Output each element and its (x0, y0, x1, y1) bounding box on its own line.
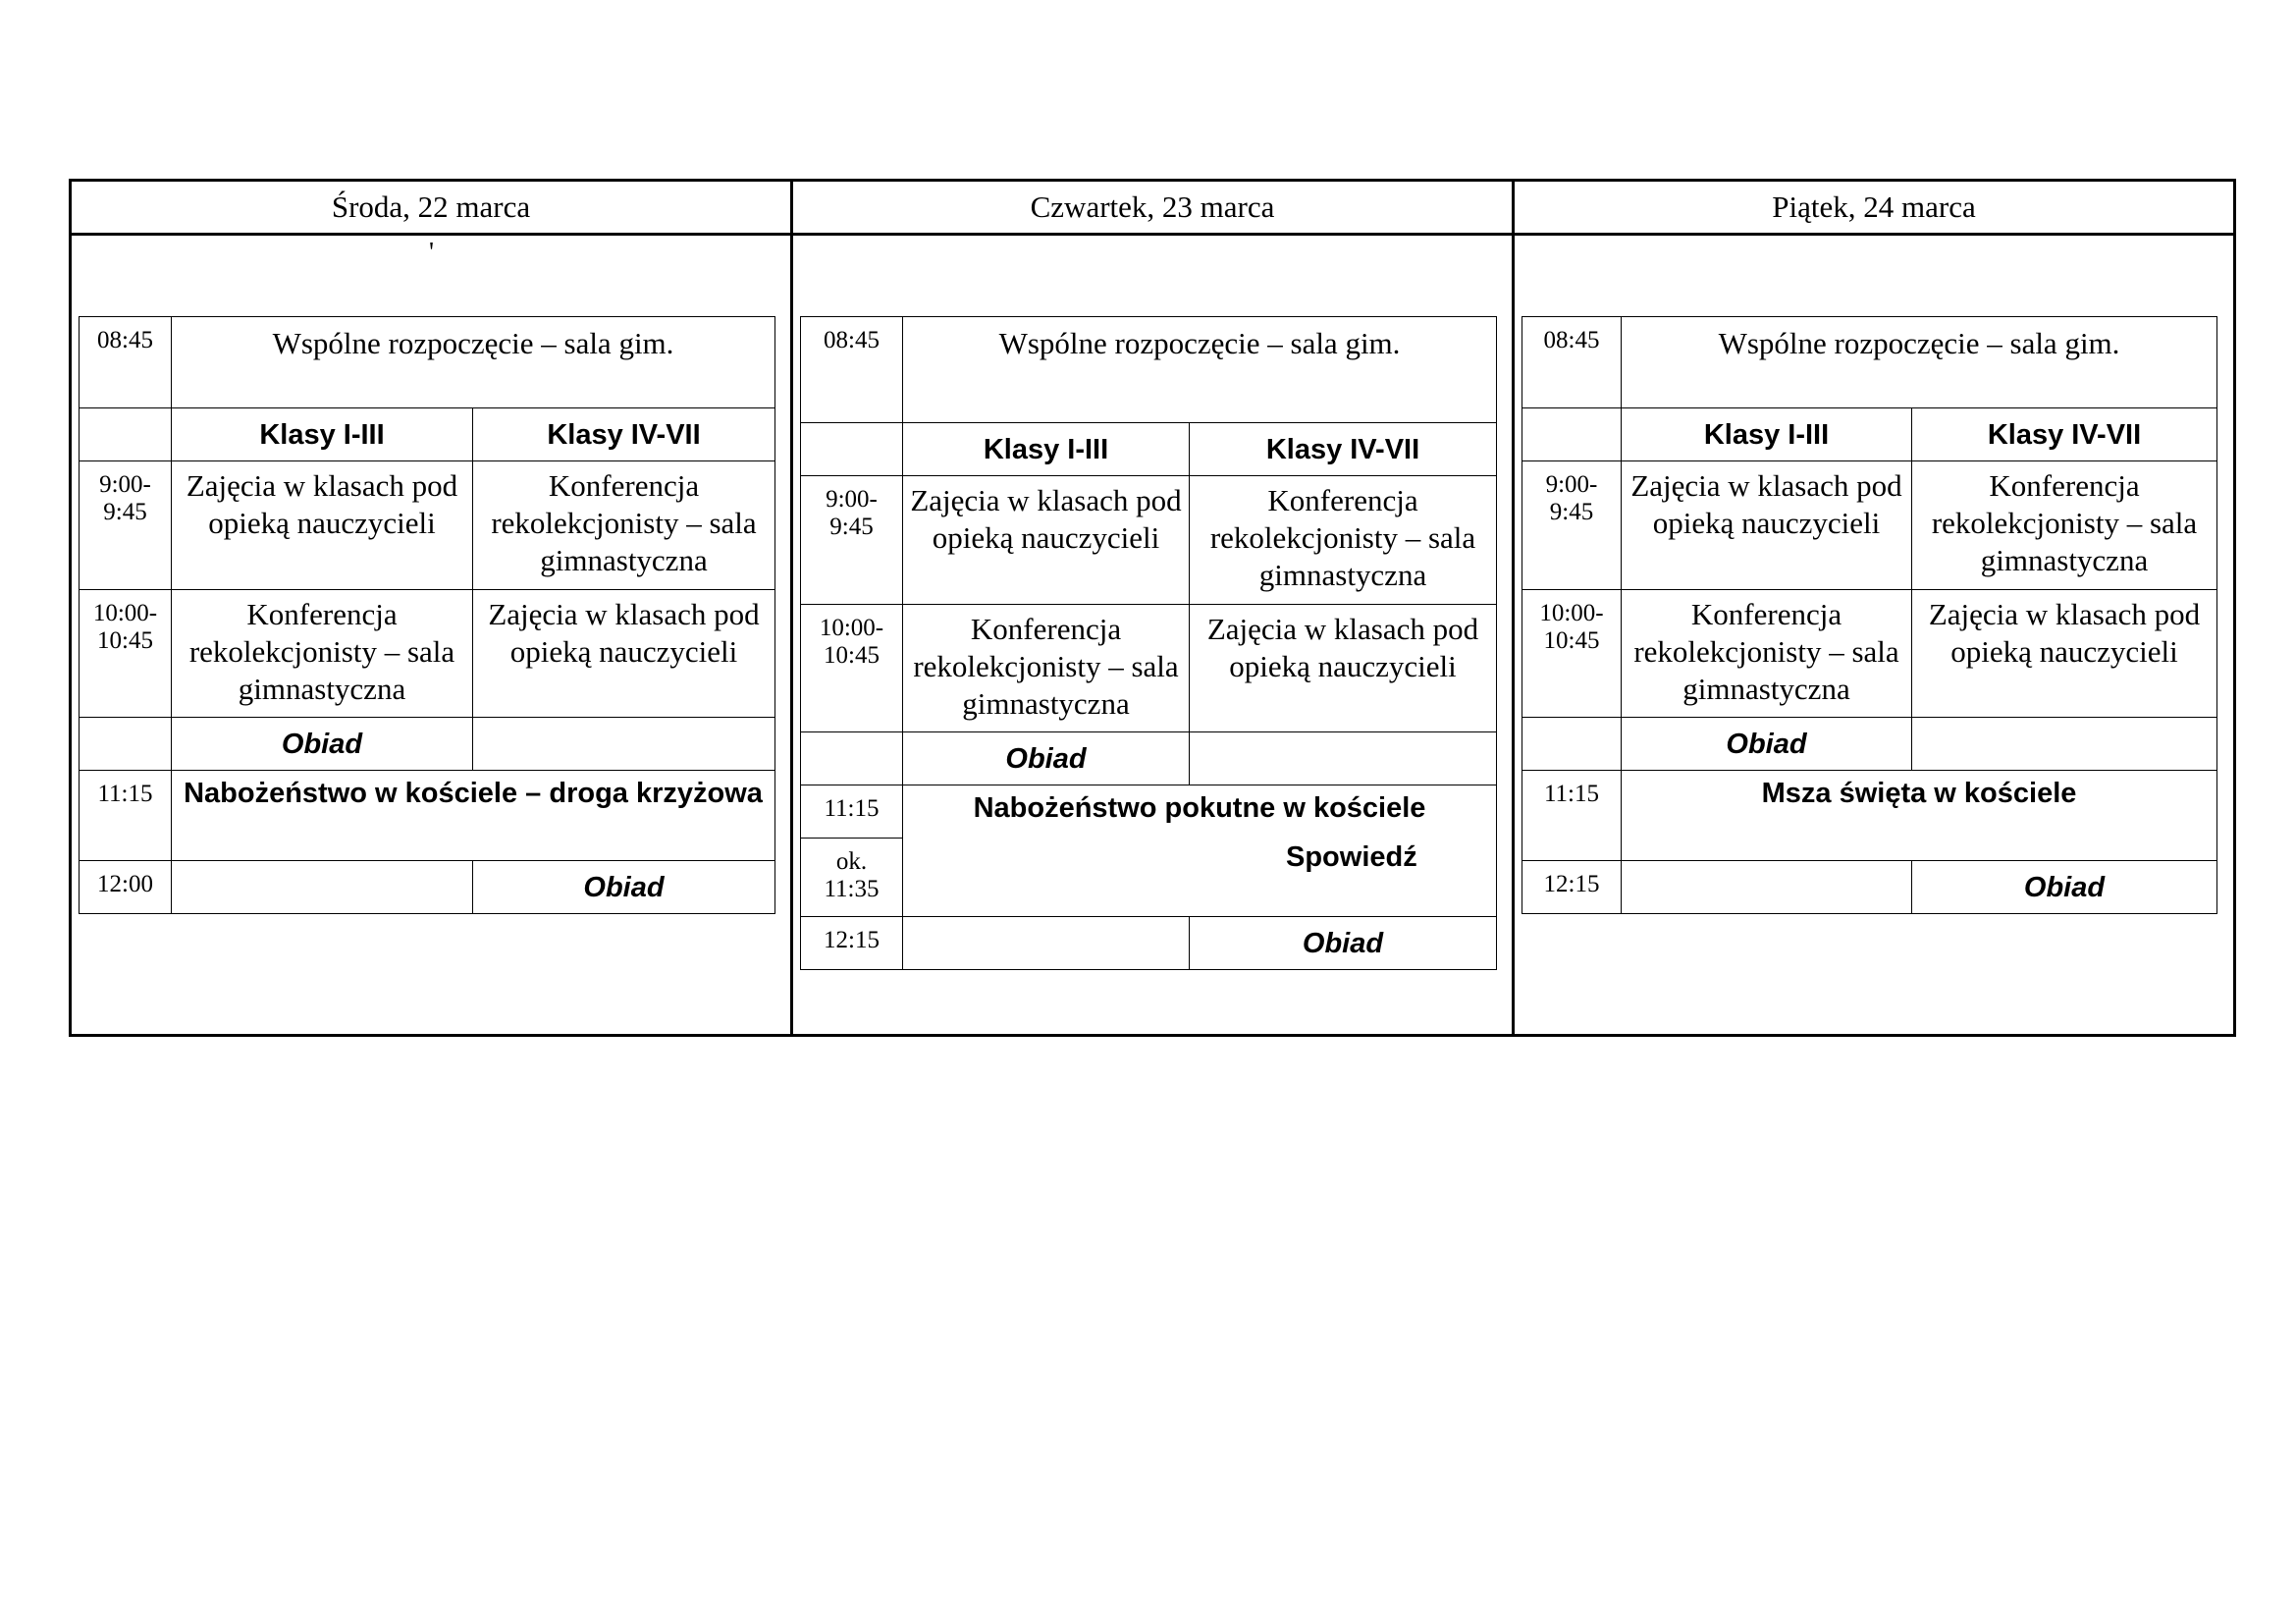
table-row (80, 590, 775, 718)
service-title: Nabożeństwo pokutne w kościele (973, 792, 1426, 824)
table-row (801, 785, 1497, 839)
service-cell: Msza święta w kościele (1622, 771, 2217, 861)
day-schedule-friday (1514, 235, 2235, 1036)
group-header: Klasy IV-VII (473, 408, 775, 461)
time-cell (80, 718, 172, 771)
table-row (801, 605, 1497, 732)
table-row (1522, 590, 2217, 718)
table-row (80, 718, 775, 771)
activity-cell: Zajęcia w klasach pod opieką nauczycieli (172, 461, 473, 590)
retreat-schedule-table (69, 179, 2236, 1037)
day-schedule-thursday (792, 235, 1514, 1036)
stray-mark: ' (429, 238, 435, 268)
day-header-friday: Piątek, 24 marca (1514, 181, 2235, 235)
day-header-thursday: Czwartek, 23 marca (792, 181, 1514, 235)
activity-cell: Zajęcia w klasach pod opieką nauczycieli (473, 590, 775, 718)
activity-cell: Konferencja rekolekcjonisty – sala gimnastyczna (473, 461, 775, 590)
table-row (1522, 861, 2217, 914)
thursday-timetable (800, 316, 1497, 970)
time-cell: 11:15 (801, 785, 903, 839)
time-cell: 9:00- 9:45 (801, 476, 903, 605)
time-cell: 9:00- 9:45 (1522, 461, 1622, 590)
group-header: Klasy I-III (1622, 408, 1912, 461)
lunch-cell: Obiad (172, 718, 473, 771)
table-row (80, 861, 775, 914)
lunch-cell: Obiad (903, 732, 1190, 785)
activity-cell: Zajęcia w klasach pod opieką nauczycieli (1622, 461, 1912, 590)
activity-cell (1622, 861, 1912, 914)
lunch-cell: Obiad (1622, 718, 1912, 771)
time-cell: 10:00- 10:45 (801, 605, 903, 732)
table-row (801, 317, 1497, 423)
table-row (1522, 718, 2217, 771)
wednesday-timetable (79, 316, 775, 914)
service-cell: Nabożeństwo w kościele – droga krzyżowa (172, 771, 775, 861)
table-row (801, 732, 1497, 785)
group-header: Klasy IV-VII (1912, 408, 2217, 461)
table-row (1522, 461, 2217, 590)
time-cell: 08:45 (80, 317, 172, 408)
lunch-cell: Obiad (1190, 917, 1497, 970)
table-row (80, 408, 775, 461)
table-row (801, 917, 1497, 970)
day-schedule-wednesday (71, 235, 792, 1036)
table-row (80, 317, 775, 408)
time-cell: 12:15 (1522, 861, 1622, 914)
time-cell: 10:00- 10:45 (80, 590, 172, 718)
time-cell (801, 732, 903, 785)
activity-cell: Wspólne rozpoczęcie – sala gim. (172, 317, 775, 408)
day-header-wednesday: Środa, 22 marca (71, 181, 792, 235)
confession-label: Spowiedź (1286, 841, 1417, 873)
activity-cell (1190, 732, 1497, 785)
activity-cell: Wspólne rozpoczęcie – sala gim. (1622, 317, 2217, 408)
time-cell (1522, 408, 1622, 461)
time-cell: 9:00- 9:45 (80, 461, 172, 590)
time-cell: 11:15 (1522, 771, 1622, 861)
friday-timetable (1522, 316, 2217, 914)
activity-cell: Konferencja rekolekcjonisty – sala gimnastyczna (1190, 476, 1497, 605)
time-cell: 12:15 (801, 917, 903, 970)
table-row (1522, 317, 2217, 408)
lunch-cell: Obiad (473, 861, 775, 914)
service-cell (903, 785, 1497, 917)
activity-cell: Zajęcia w klasach pod opieką nauczycieli (903, 476, 1190, 605)
activity-cell (172, 861, 473, 914)
lunch-cell: Obiad (1912, 861, 2217, 914)
time-cell: 10:00- 10:45 (1522, 590, 1622, 718)
time-cell (1522, 718, 1622, 771)
time-cell (801, 423, 903, 476)
time-cell: 11:15 (80, 771, 172, 861)
activity-cell (1912, 718, 2217, 771)
activity-cell: Konferencja rekolekcjonisty – sala gimnastyczna (1622, 590, 1912, 718)
time-cell: 12:00 (80, 861, 172, 914)
activity-cell: Konferencja rekolekcjonisty – sala gimnastyczna (903, 605, 1190, 732)
time-cell: 08:45 (801, 317, 903, 423)
table-row (80, 461, 775, 590)
table-row (80, 771, 775, 861)
time-cell: 08:45 (1522, 317, 1622, 408)
activity-cell: Zajęcia w klasach pod opieką nauczycieli (1912, 590, 2217, 718)
group-header: Klasy I-III (172, 408, 473, 461)
table-row (1522, 771, 2217, 861)
activity-cell: Wspólne rozpoczęcie – sala gim. (903, 317, 1497, 423)
table-row (801, 476, 1497, 605)
table-row (1522, 408, 2217, 461)
group-header: Klasy I-III (903, 423, 1190, 476)
activity-cell: Konferencja rekolekcjonisty – sala gimnastyczna (1912, 461, 2217, 590)
activity-cell (903, 917, 1190, 970)
group-header: Klasy IV-VII (1190, 423, 1497, 476)
time-cell (80, 408, 172, 461)
activity-cell: Konferencja rekolekcjonisty – sala gimnastyczna (172, 590, 473, 718)
table-row (801, 423, 1497, 476)
activity-cell: Zajęcia w klasach pod opieką nauczycieli (1190, 605, 1497, 732)
activity-cell (473, 718, 775, 771)
time-cell: ok. 11:35 (801, 839, 903, 917)
